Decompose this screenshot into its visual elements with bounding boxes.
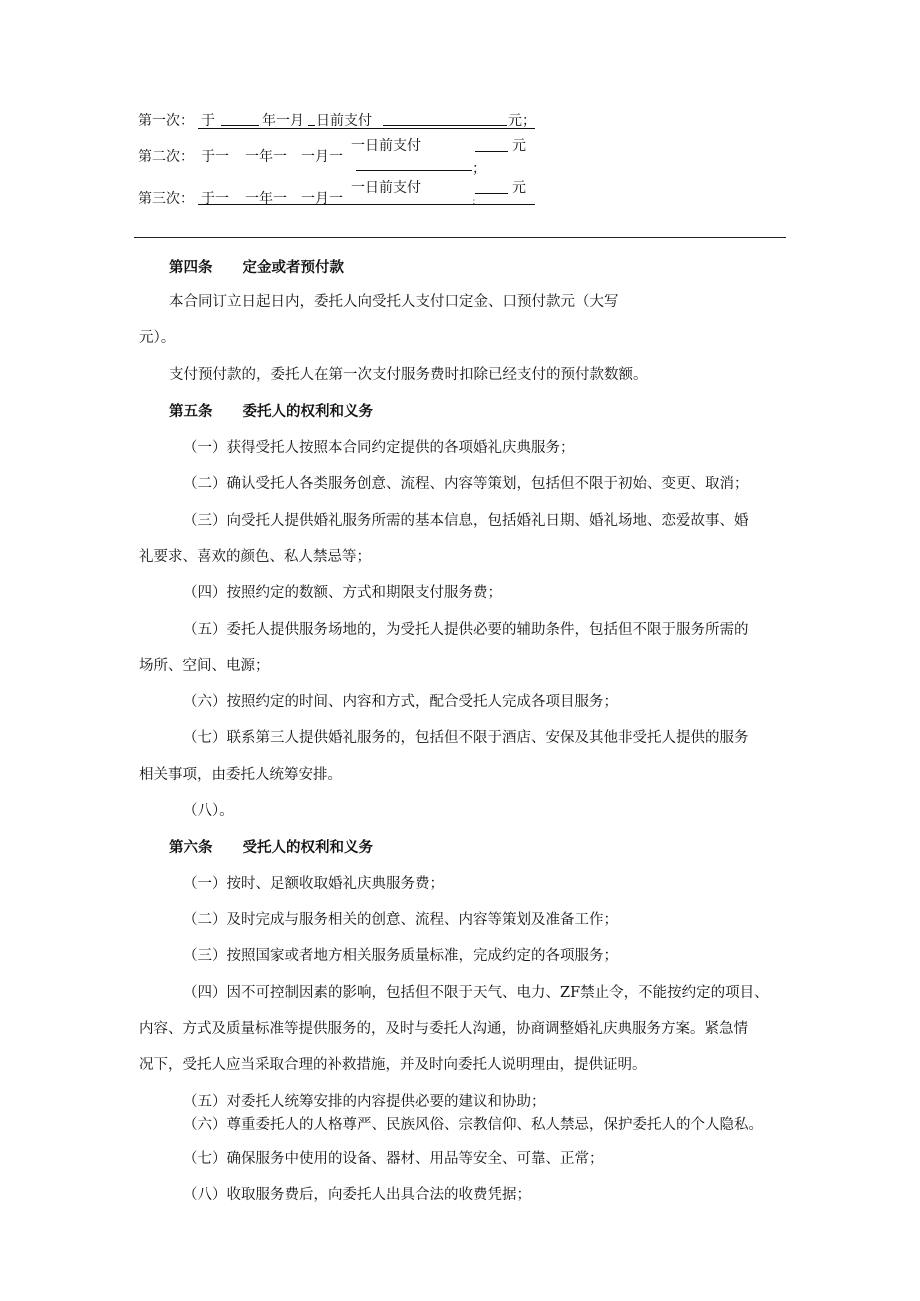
payment-second-semicolon: ；: [472, 161, 486, 177]
list-item: （四）因不可控制因素的影响，包括但不限于天气、电力、ZF禁止令，不能按约定的项目、: [183, 985, 769, 1001]
blank-underline: [221, 125, 259, 126]
article-title: 定金或者预付款: [242, 259, 344, 276]
list-item-continuation: 况下，受托人应当采取合理的补救措施，并及时向委托人说明理由，提供证明。: [139, 1057, 647, 1073]
list-item: （一）获得受托人按照本合同约定提供的各项婚礼庆典服务；: [183, 440, 575, 456]
payment-third-date-suffix: 一日前支付: [351, 180, 421, 196]
list-item: （五）对委托人统筹安排的内容提供必要的建议和协助；: [183, 1094, 546, 1110]
list-item: （八）。: [183, 803, 234, 819]
blank-underline: [383, 125, 507, 126]
payment-second-yu: 于一: [201, 149, 229, 165]
list-item: （八）收取服务费后，向委托人出具合法的收费凭据；: [183, 1187, 531, 1203]
article6-heading: [169, 836, 373, 857]
blank-underline: [356, 170, 472, 171]
article-number: 第四条: [169, 259, 213, 276]
payment-first-month: 一月: [276, 113, 304, 129]
payment-first-year: 年: [262, 113, 276, 129]
paragraph: 本合同订立日起日内，委托人向受托人支付口定金、口预付款元（大写: [169, 294, 619, 310]
list-item: （五）委托人提供服务场地的，为受托人提供必要的辅助条件，包括但不限于服务所需的: [183, 622, 749, 638]
payment-second-year: 一年一: [245, 149, 287, 165]
row-underline: [198, 128, 535, 129]
article-title: 委托人的权利和义务: [242, 403, 373, 420]
article5-heading: [169, 400, 373, 421]
list-item-continuation: 礼要求、喜欢的颜色、私人禁忌等；: [139, 549, 371, 565]
list-item: （二）及时完成与服务相关的创意、流程、内容等策划及准备工作；: [183, 912, 618, 928]
payment-second-label: 第二次：: [138, 149, 194, 165]
payment-third-month: 一月一: [301, 191, 343, 207]
list-item: （七）确保服务中使用的设备、器材、用品等安全、可靠、正常；: [183, 1151, 604, 1167]
payment-third-label: 第三次：: [138, 191, 194, 207]
list-item: （四）按照约定的数额、方式和期限支付服务费；: [183, 585, 502, 601]
list-item: （六）按照约定的时间、内容和方式，配合受托人完成各项目服务；: [183, 694, 618, 710]
blank-underline: [308, 125, 315, 126]
blank-underline: [475, 151, 508, 152]
payment-third-semicolon: ；: [472, 197, 480, 206]
list-item-continuation: 相关事项，由委托人统筹安排。: [139, 767, 342, 783]
paragraph-continuation: 元）。: [139, 330, 176, 346]
article-number: 第六条: [169, 839, 213, 856]
blank-underline: [475, 193, 508, 194]
payment-first-yuan: 元；: [508, 113, 536, 129]
row-underline: [198, 204, 535, 205]
paragraph: 支付预付款的，委托人在第一次支付服务费时扣除已经支付的预付款数额。: [169, 367, 648, 383]
payment-second-month: 一月一: [301, 149, 343, 165]
payment-third-yuan: 元: [512, 180, 526, 196]
list-item: （一）按时、足额收取婚礼庆典服务费；: [183, 876, 444, 892]
article4-heading: [169, 256, 344, 277]
payment-second-yuan: 元: [512, 138, 526, 154]
list-item: （六）尊重委托人的人格尊严、民族风俗、宗教信仰、私人禁忌，保护委托人的个人隐私。: [183, 1117, 763, 1133]
list-item: （三）按照国家或者地方相关服务质量标准，完成约定的各项服务；: [183, 948, 618, 964]
payment-second-date-suffix: 一日前支付: [351, 138, 421, 154]
payment-first-date-suffix: 日前支付: [316, 113, 372, 129]
list-item-continuation: 场所、空间、电源；: [139, 658, 270, 674]
payment-first-yu: 于: [201, 113, 215, 129]
list-item-continuation: 内容、方式及质量标准等提供服务的，及时与委托人沟通，协商调整婚礼庆典服务方案。紧急情: [139, 1021, 748, 1037]
section-divider: [134, 237, 786, 238]
list-item: （七）联系第三人提供婚礼服务的，包括但不限于酒店、安保及其他非受托人提供的服务: [183, 730, 749, 746]
list-item: （三）向受托人提供婚礼服务所需的基本信息，包括婚礼日期、婚礼场地、恋爱故事、婚: [183, 513, 749, 529]
payment-third-yu: 于一: [201, 191, 229, 207]
article-title: 受托人的权利和义务: [242, 839, 373, 856]
payment-third-year: 一年一: [245, 191, 287, 207]
list-item: （二）确认受托人各类服务创意、流程、内容等策划，包括但不限于初始、变更、取消；: [183, 476, 749, 492]
payment-first-label: 第一次：: [138, 113, 194, 129]
article-number: 第五条: [169, 403, 213, 420]
